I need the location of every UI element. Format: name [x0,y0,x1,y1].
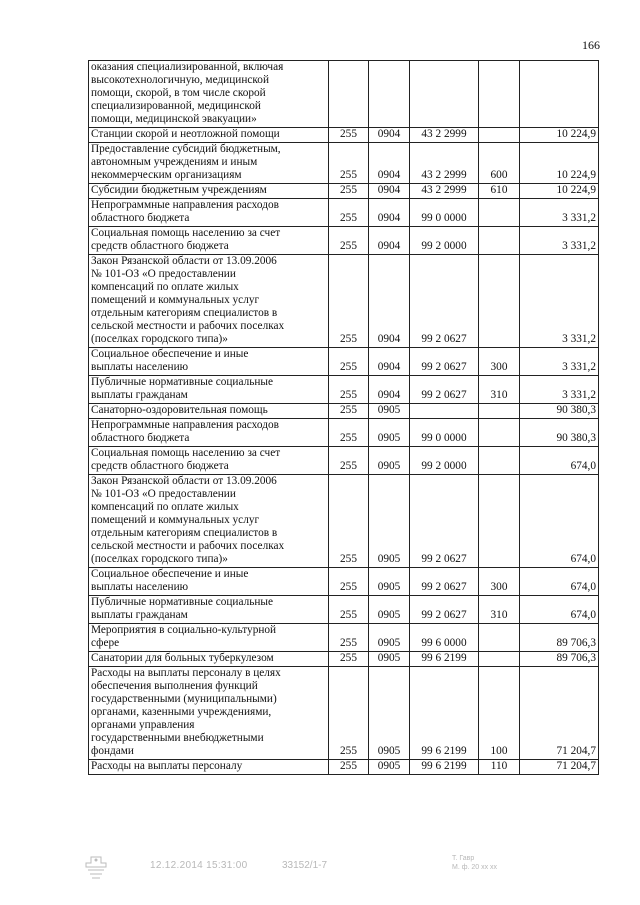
table-row [89,61,599,128]
cell-ministry-code: 255 [329,447,369,475]
cell-section-code: 0905 [369,475,410,568]
cell-section-code: 0905 [369,760,410,775]
table-row [89,568,599,596]
cell-article-code: 99 2 0627 [410,568,479,596]
cell-amount: 3 331,2 [520,348,599,376]
table-row [89,199,599,227]
cell-article-code: 99 6 2199 [410,667,479,760]
cell-amount: 3 331,2 [520,376,599,404]
cell-expense-type [479,128,520,143]
cell-section-code: 0905 [369,624,410,652]
cell-expense-type: 100 [479,667,520,760]
cell-expense-type: 110 [479,760,520,775]
table-row [89,419,599,447]
cell-expense-type: 310 [479,596,520,624]
cell-article-code: 99 2 0000 [410,447,479,475]
cell-expense-name: Социальное обеспечение и иные выплаты населению [89,568,329,596]
document-footer [0,848,640,888]
cell-section-code: 0905 [369,596,410,624]
cell-expense-type: 300 [479,348,520,376]
cell-ministry-code: 255 [329,652,369,667]
cell-expense-name: Социальная помощь населению за счет средств областного бюджета [89,447,329,475]
table-row [89,404,599,419]
cell-article-code: 43 2 2999 [410,184,479,199]
cell-article-code: 99 2 0000 [410,227,479,255]
cell-expense-name: Закон Рязанской области от 13.09.2006 № 101-ОЗ «О предоставлении компенсаций по оплате жилых помещений и коммунальных услуг отдельным категориям специалистов в сельской местности и рабочих поселках (поселках городского типа)» [89,475,329,568]
cell-article-code: 43 2 2999 [410,143,479,184]
cell-expense-type: 610 [479,184,520,199]
cell-ministry-code: 255 [329,184,369,199]
cell-expense-type [479,447,520,475]
cell-amount: 71 204,7 [520,667,599,760]
cell-expense-name: Публичные нормативные социальные выплаты гражданам [89,596,329,624]
cell-amount: 674,0 [520,596,599,624]
cell-ministry-code [329,61,369,128]
cell-amount: 89 706,3 [520,624,599,652]
cell-expense-type [479,652,520,667]
budget-table [88,60,599,775]
cell-expense-type [479,624,520,652]
cell-article-code: 99 6 2199 [410,760,479,775]
cell-amount [520,61,599,128]
cell-expense-type [479,475,520,568]
cell-expense-type: 600 [479,143,520,184]
cell-expense-name: Санаторно-оздоровительная помощь [89,404,329,419]
cell-section-code: 0905 [369,404,410,419]
table-row [89,143,599,184]
cell-expense-type [479,404,520,419]
cell-expense-name: Непрограммные направления расходов областного бюджета [89,419,329,447]
table-row [89,128,599,143]
cell-amount: 89 706,3 [520,652,599,667]
cell-section-code: 0905 [369,447,410,475]
cell-article-code: 99 2 0627 [410,475,479,568]
cell-expense-name: Расходы на выплаты персоналу в целях обеспечения выполнения функций государственными (муниципальными) органами, казенными учреждениями, органами управления государственными внебюджетными фондами [89,667,329,760]
table-row [89,348,599,376]
cell-expense-name: Непрограммные направления расходов областного бюджета [89,199,329,227]
cell-article-code: 43 2 2999 [410,128,479,143]
cell-expense-type [479,255,520,348]
footer-seal-text: Т. Гавр М. ф. 20 хх хх [452,855,498,871]
table-row [89,596,599,624]
cell-ministry-code: 255 [329,596,369,624]
cell-article-code [410,404,479,419]
cell-ministry-code: 255 [329,376,369,404]
table-row [89,667,599,760]
cell-section-code: 0904 [369,199,410,227]
table-row [89,624,599,652]
cell-ministry-code: 255 [329,624,369,652]
cell-section-code: 0905 [369,568,410,596]
document-stamp-icon [82,854,110,882]
cell-amount: 3 331,2 [520,227,599,255]
cell-ministry-code: 255 [329,404,369,419]
cell-article-code: 99 0 0000 [410,199,479,227]
cell-amount: 674,0 [520,568,599,596]
cell-expense-name: Публичные нормативные социальные выплаты гражданам [89,376,329,404]
cell-ministry-code: 255 [329,568,369,596]
cell-amount: 10 224,9 [520,143,599,184]
cell-amount: 3 331,2 [520,199,599,227]
cell-amount: 90 380,3 [520,404,599,419]
cell-section-code: 0904 [369,143,410,184]
cell-ministry-code: 255 [329,143,369,184]
cell-amount: 3 331,2 [520,255,599,348]
cell-ministry-code: 255 [329,199,369,227]
cell-expense-type [479,61,520,128]
cell-ministry-code: 255 [329,255,369,348]
cell-expense-name: Станции скорой и неотложной помощи [89,128,329,143]
table-body [89,61,599,775]
cell-amount: 90 380,3 [520,419,599,447]
cell-article-code [410,61,479,128]
cell-ministry-code: 255 [329,667,369,760]
table-row [89,227,599,255]
cell-section-code: 0904 [369,128,410,143]
cell-expense-name: Предоставление субсидий бюджетным, автономным учреждениям и иным некоммерческим организациям [89,143,329,184]
cell-ministry-code: 255 [329,419,369,447]
cell-article-code: 99 2 0627 [410,596,479,624]
cell-ministry-code: 255 [329,227,369,255]
cell-article-code: 99 6 0000 [410,624,479,652]
cell-section-code: 0904 [369,227,410,255]
table-row [89,652,599,667]
table-row [89,184,599,199]
cell-section-code: 0904 [369,376,410,404]
cell-expense-name: Закон Рязанской области от 13.09.2006 № 101-ОЗ «О предоставлении компенсаций по оплате жилых помещений и коммунальных услуг отдельным категориям специалистов в сельской местности и рабочих поселках (поселках городского типа)» [89,255,329,348]
cell-section-code: 0904 [369,255,410,348]
footer-timestamp: 12.12.2014 15:31:00 [150,860,248,871]
table-row [89,376,599,404]
cell-article-code: 99 2 0627 [410,255,479,348]
cell-expense-type: 300 [479,568,520,596]
cell-expense-name: Социальное обеспечение и иные выплаты населению [89,348,329,376]
cell-expense-name: Расходы на выплаты персоналу [89,760,329,775]
table-row [89,475,599,568]
cell-expense-type [479,419,520,447]
cell-expense-type [479,199,520,227]
cell-expense-name: Субсидии бюджетным учреждениям [89,184,329,199]
cell-ministry-code: 255 [329,128,369,143]
cell-section-code: 0904 [369,348,410,376]
cell-section-code [369,61,410,128]
cell-section-code: 0905 [369,419,410,447]
footer-doc-code: 33152/1-7 [282,860,328,871]
table-row [89,447,599,475]
cell-amount: 10 224,9 [520,184,599,199]
cell-article-code: 99 0 0000 [410,419,479,447]
cell-expense-type [479,227,520,255]
cell-amount: 10 224,9 [520,128,599,143]
cell-expense-name: оказания специализированной, включая высокотехнологичную, медицинской помощи, скорой, в том числе скорой специализированной, медицинской помощи, медицинской эвакуации» [89,61,329,128]
cell-section-code: 0904 [369,184,410,199]
cell-expense-type: 310 [479,376,520,404]
cell-section-code: 0905 [369,652,410,667]
cell-article-code: 99 6 2199 [410,652,479,667]
cell-amount: 674,0 [520,475,599,568]
cell-ministry-code: 255 [329,348,369,376]
cell-ministry-code: 255 [329,760,369,775]
table-row [89,255,599,348]
cell-expense-name: Санатории для больных туберкулезом [89,652,329,667]
cell-expense-name: Мероприятия в социально-культурной сфере [89,624,329,652]
cell-expense-name: Социальная помощь населению за счет средств областного бюджета [89,227,329,255]
cell-section-code: 0905 [369,667,410,760]
cell-article-code: 99 2 0627 [410,348,479,376]
cell-amount: 674,0 [520,447,599,475]
cell-amount: 71 204,7 [520,760,599,775]
cell-ministry-code: 255 [329,475,369,568]
table-row [89,760,599,775]
page-number: 166 [582,38,600,52]
cell-article-code: 99 2 0627 [410,376,479,404]
